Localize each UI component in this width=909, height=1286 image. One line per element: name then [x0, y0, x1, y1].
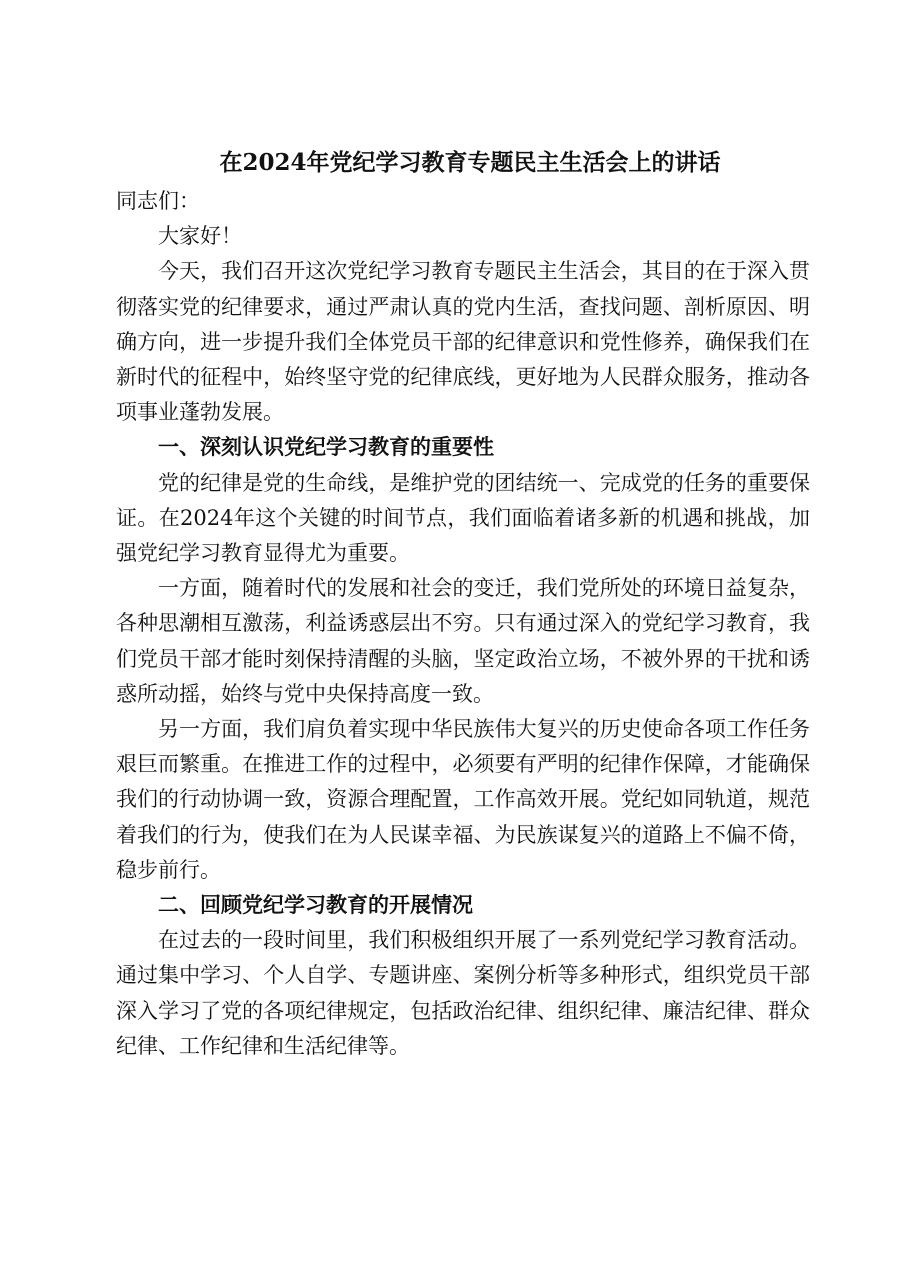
greeting: 大家好！: [158, 224, 242, 249]
section-1-paragraph-1: 党的纪律是党的生命线，是维护党的团结统一、完成党的任务的重要保证。在2024年这个关键的时间节点，我们面临着诸多新的机遇和挑战，加强党纪学习教育显得尤为重要。: [116, 470, 810, 566]
document-title: 在2024年党纪学习教育专题民主生活会上的讲话: [219, 149, 721, 176]
section-2-heading: 二、回顾党纪学习教育的开展情况: [158, 893, 473, 918]
section-1-heading: 一、深刻认识党纪学习教育的重要性: [158, 435, 494, 460]
document-page: [116, 142, 810, 1064]
salutation: 同志们：: [116, 189, 200, 213]
section-2-paragraph-1: 在过去的一段时间里，我们积极组织开展了一系列党纪学习教育活动。通过集中学习、个人自学、专题讲座、案例分析等多种形式，组织党员干部深入学习了党的各项纪律规定，包括政治纪律、组织纪律、廉洁纪律、群众纪律、工作纪律和生活纪律等。: [116, 928, 810, 1058]
intro-paragraph: 今天，我们召开这次党纪学习教育专题民主生活会，其目的在于深入贯彻落实党的纪律要求，通过严肃认真的党内生活，查找问题、剖析原因、明确方向，进一步提升我们全体党员干部的纪律意识和党性修养，确保我们在新时代的征程中，始终坚守党的纪律底线，更好地为人民群众服务，推动各项事业蓬勃发展。: [116, 259, 810, 425]
section-1-paragraph-2: 一方面，随着时代的发展和社会的变迁，我们党所处的环境日益复杂，各种思潮相互激荡，利益诱惑层出不穷。只有通过深入的党纪学习教育，我们党员干部才能时刻保持清醒的头脑，坚定政治立场，不被外界的干扰和诱惑所动摇，始终与党中央保持高度一致。: [116, 576, 810, 706]
section-1-paragraph-3: 另一方面，我们肩负着实现中华民族伟大复兴的历史使命各项工作任务艰巨而繁重。在推进工作的过程中，必须要有严明的纪律作保障，才能确保我们的行动协调一致，资源合理配置，工作高效开展。党纪如同轨道，规范着我们的行为，使我们在为人民谋幸福、为民族谋复兴的道路上不偏不倚，稳步前行。: [116, 717, 810, 882]
